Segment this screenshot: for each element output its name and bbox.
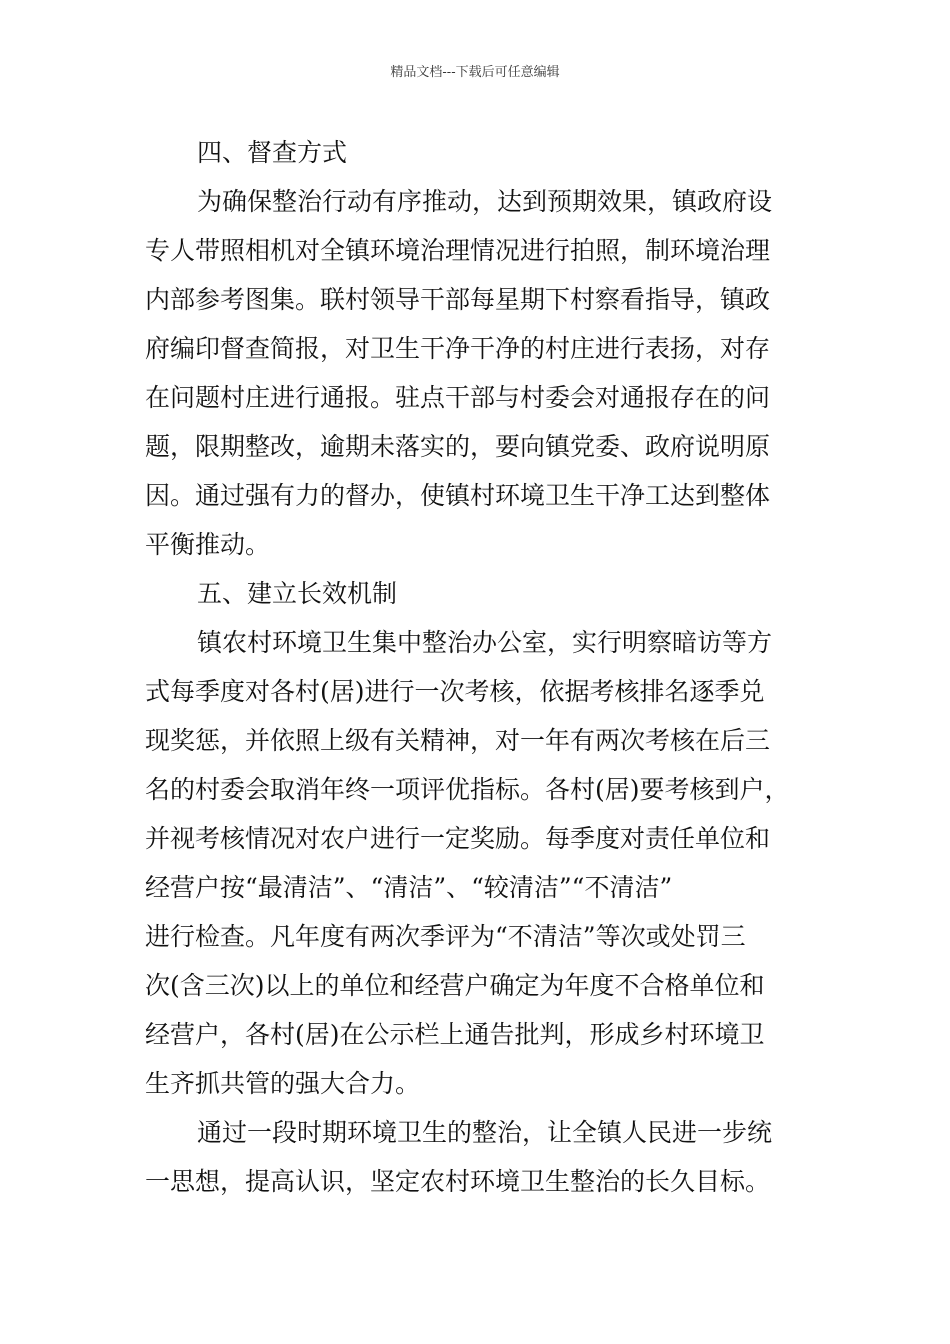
paragraph-line: 次(含三次)以上的单位和经营户确定为年度不合格单位和 [145, 971, 765, 1000]
paragraph-line: 并视考核情况对农户进行一定奖励。每季度对责任单位和 [145, 824, 771, 853]
paragraph-line: 为确保整治行动有序推动，达到预期效果，镇政府设 [197, 187, 773, 216]
paragraph-line: 一思想，提高认识，坚定农村环境卫生整治的长久目标。 [145, 1167, 771, 1196]
paragraph-line: 镇农村环境卫生集中整治办公室，实行明察暗访等方 [197, 628, 773, 657]
paragraph-line: 在问题村庄进行通报。驻点干部与村委会对通报存在的问 [145, 383, 771, 412]
paragraph-line: 经营户，各村(居)在公示栏上通告批判，形成乡村环境卫 [145, 1020, 765, 1049]
paragraph-line: 通过一段时期环境卫生的整治，让全镇人民进一步统 [197, 1118, 773, 1147]
page-header: 精品文档---下载后可任意编辑 [390, 65, 560, 80]
paragraph-line: 进行检查。凡年度有两次季评为“不清洁”等次或处罚三 [145, 922, 746, 951]
paragraph-line: 现奖惩，并依照上级有关精神，对一年有两次考核在后三 [145, 726, 771, 755]
paragraph-line: 专人带照相机对全镇环境治理情况进行拍照，制环境治理 [145, 236, 771, 265]
paragraph-line: 式每季度对各村(居)进行一次考核，依据考核排名逐季兑 [145, 677, 765, 706]
section-heading: 五、建立长效机制 [197, 579, 398, 608]
paragraph-line: 内部参考图集。联村领导干部每星期下村察看指导，镇政 [145, 285, 771, 314]
paragraph-line: 平衡推动。 [145, 530, 271, 559]
paragraph-line: 因。通过强有力的督办，使镇村环境卫生干净工达到整体 [145, 481, 771, 510]
paragraph-line: 生齐抓共管的强大合力。 [145, 1069, 421, 1098]
paragraph-line: 府编印督查简报，对卫生干净干净的村庄进行表扬，对存 [145, 334, 771, 363]
section-heading: 四、督查方式 [197, 138, 348, 167]
paragraph-line: 题，限期整改，逾期未落实的，要向镇党委、政府说明原 [145, 432, 771, 461]
document-body [145, 128, 809, 1206]
paragraph-line: 经营户按“最清洁”、“清洁”、“较清洁”“不清洁” [145, 873, 673, 902]
paragraph-line: 名的村委会取消年终一项评优指标。各村(居)要考核到户， [145, 775, 790, 804]
